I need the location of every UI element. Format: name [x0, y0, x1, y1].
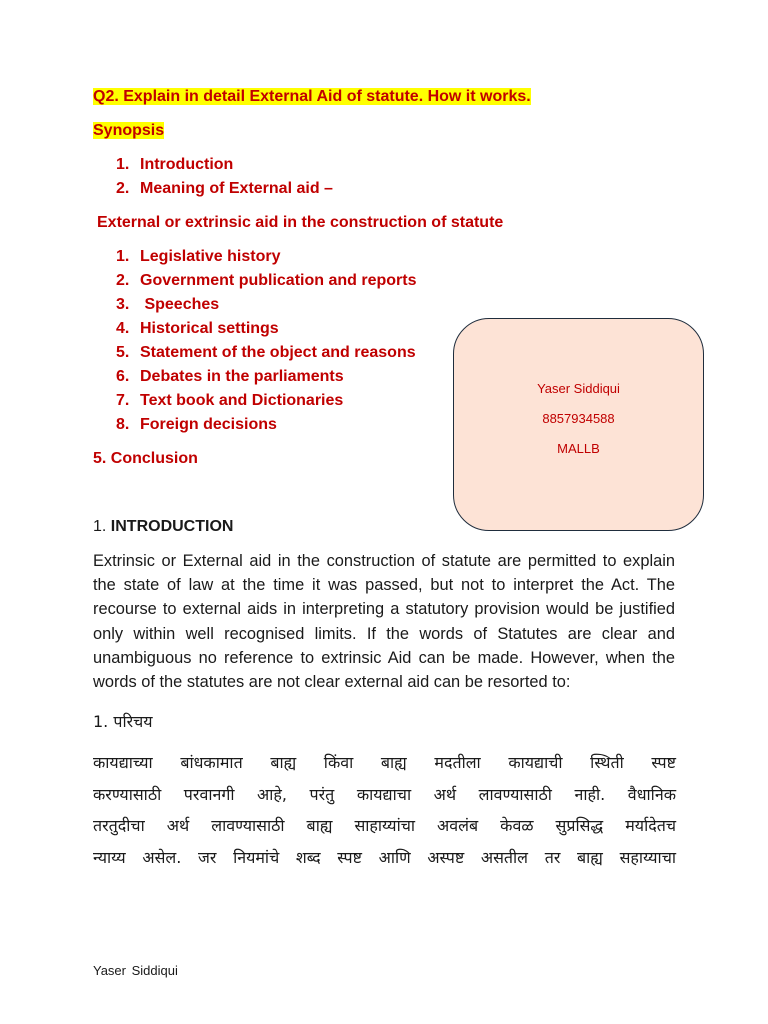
list-label: Foreign decisions: [140, 416, 277, 433]
contact-card: [453, 318, 704, 531]
list-number: 1.: [116, 156, 130, 173]
aid-item: [116, 392, 343, 410]
synopsis-item: [116, 180, 333, 198]
list-number: 1.: [116, 248, 130, 265]
aid-item: [116, 272, 416, 290]
aid-item: [116, 368, 344, 386]
marathi-paragraph: [93, 747, 676, 873]
marathi-line: न्याय्य असेल. जर नियमांचे शब्द स्पष्ट आणि अस्पष्ट असतील तर बाह्य सहाय्याचा: [93, 847, 676, 867]
list-label: Government publication and reports: [140, 272, 417, 289]
list-label: Statement of the object and reasons: [140, 344, 416, 361]
synopsis-highlight: Synopsis: [93, 122, 165, 139]
list-number: 7.: [116, 392, 130, 409]
intro-heading: [93, 518, 233, 536]
question-title: [93, 88, 531, 106]
marathi-heading: 1. परिचय: [93, 712, 153, 731]
list-label: Debates in the parliaments: [140, 368, 344, 385]
list-number: 3.: [116, 296, 130, 313]
list-label: Speeches: [140, 296, 220, 313]
marathi-line: कायद्याच्या बांधकामात बाह्य किंवा बाह्य मदतीला कायद्याची स्थिती स्पष्ट: [93, 753, 676, 772]
intro-heading-label: INTRODUCTION: [110, 518, 234, 535]
conclusion-item: 5. Conclusion: [93, 450, 198, 467]
contact-phone: 8857934588: [542, 411, 615, 426]
list-number: 8.: [116, 416, 130, 433]
aid-item: [116, 248, 281, 266]
list-label: Meaning of External aid –: [140, 180, 333, 197]
contact-course: MALLB: [557, 441, 600, 456]
aid-item: [116, 296, 219, 314]
intro-paragraph: Extrinsic or External aid in the construction of statute are permitted to explain the state of law at the time it was passed, but not to interpret the Act. The recourse to external aids in interpreting a statutory provision would be justified only within well recognised limits. If the words of Statutes are clear and unambiguous no reference to extrinsic Aid can be made. However, when the words of the statutes are not clear external aid can be resorted to:: [93, 552, 675, 692]
question-highlight: Q2. Explain in detail External Aid of statute. How it works.: [93, 88, 531, 105]
aid-item: [116, 320, 279, 338]
synopsis-item: [116, 156, 233, 174]
list-number: 2.: [116, 180, 130, 197]
list-label: Text book and Dictionaries: [140, 392, 344, 409]
marathi-line: करण्यासाठी परवानगी आहे, परंतु कायद्याचा अर्थ लावण्यासाठी नाही. वैधानिक: [93, 784, 676, 804]
synopsis-label: [93, 122, 164, 140]
aid-item: [116, 344, 416, 362]
list-label: Historical settings: [140, 320, 279, 337]
list-label: Legislative history: [140, 248, 281, 265]
intro-heading-number: 1.: [93, 518, 111, 535]
list-number: 2.: [116, 272, 130, 289]
list-label: Introduction: [140, 156, 234, 173]
list-number: 4.: [116, 320, 130, 337]
section-heading: External or extrinsic aid in the construction of statute: [97, 214, 504, 231]
page-footer: Yaser Siddiqui: [93, 963, 178, 978]
aid-item: [116, 416, 277, 434]
marathi-line: तरतुदीचा अर्थ लावण्यासाठी बाह्य साहाय्यांचा अवलंब केवळ सुप्रसिद्ध मर्यादेतच: [93, 816, 676, 835]
list-number: 6.: [116, 368, 130, 385]
list-number: 5.: [116, 344, 130, 361]
contact-name: Yaser Siddiqui: [537, 381, 620, 396]
